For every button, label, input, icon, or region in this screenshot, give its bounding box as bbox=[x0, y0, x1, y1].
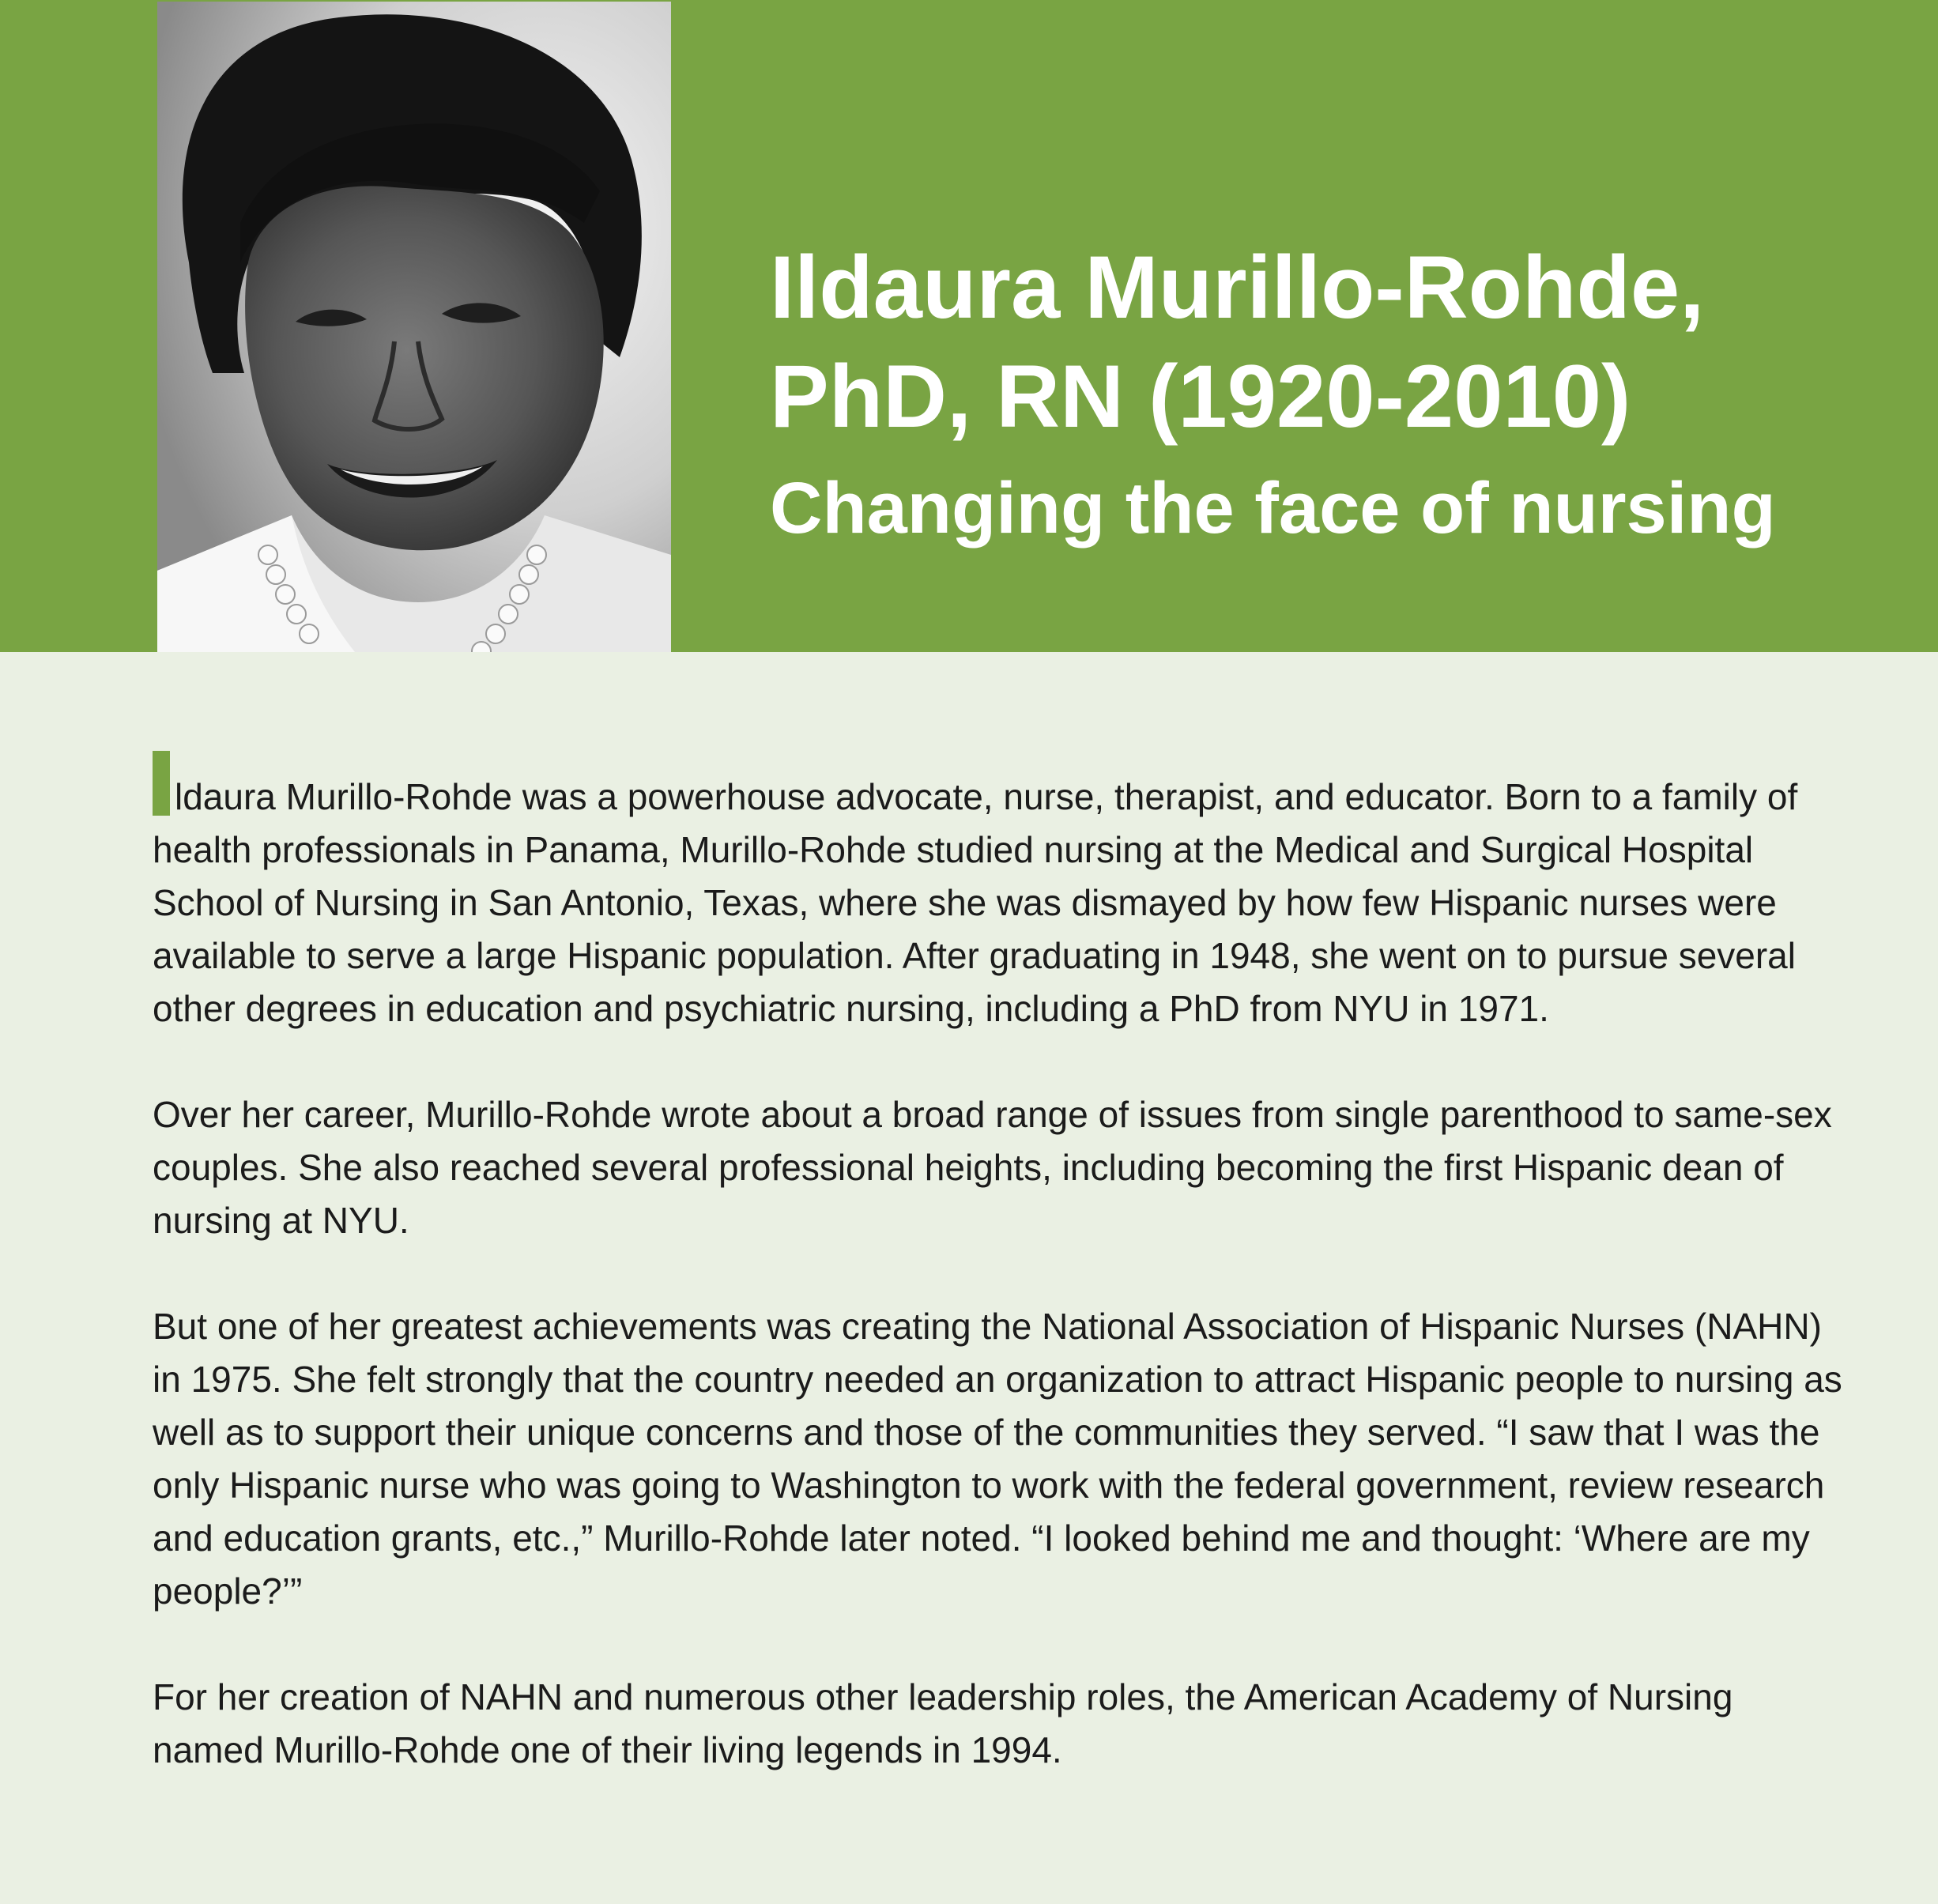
paragraph-1-text: ldaura Murillo-Rohde was a powerhouse advocate, nurse, therapist, and educator. Born to a family of health professionals in Panama, Murillo-Rohde studied nursing at the Medical and Surgical Hospital School of Nursing in San Antonio, Texas, where she was dismayed by how few Hispanic nurses were available to serve a large Hispanic population. After graduating in 1948, she went on to pursue several other degrees in education and psychiatric nursing, including a PhD from NYU in 1971. bbox=[153, 776, 1798, 1029]
page-title-line-2: PhD, RN (1920-2010) bbox=[770, 347, 1631, 446]
portrait-photo bbox=[157, 2, 671, 652]
header-banner bbox=[0, 0, 1938, 652]
paragraph-4: For her creation of NAHN and numerous other leadership roles, the American Academy of Nursing named Murillo-Rohde one of their living legends in 1994. bbox=[153, 1676, 1733, 1770]
title-block bbox=[770, 233, 1908, 556]
paragraph-2: Over her career, Murillo-Rohde wrote about a broad range of issues from single parenthood to same-sex couples. She also reached several professional heights, including becoming the first Hispanic dean of nursing at NYU. bbox=[153, 1094, 1832, 1241]
article-body bbox=[153, 751, 1844, 1830]
paragraph-3: But one of her greatest achievements was creating the National Association of Hispanic Nurses (NAHN) in 1975. She felt strongly that the country needed an organization to attract Hispanic people to nursing as well as to support their unique concerns and those of the communities they served. “I saw that I was the only Hispanic nurse who was going to Washington to work with the federal government, review research and education grants, etc.,” Murillo-Rohde later noted. “I looked behind me and thought: ‘Where are my people?’” bbox=[153, 1306, 1842, 1612]
page-title-line-1: Ildaura Murillo-Rohde, bbox=[770, 238, 1705, 337]
portrait-icon bbox=[157, 2, 671, 652]
paragraph-1 bbox=[153, 751, 1844, 1035]
page-subtitle: Changing the face of nursing bbox=[770, 468, 1776, 549]
dropcap-letter bbox=[153, 751, 170, 816]
